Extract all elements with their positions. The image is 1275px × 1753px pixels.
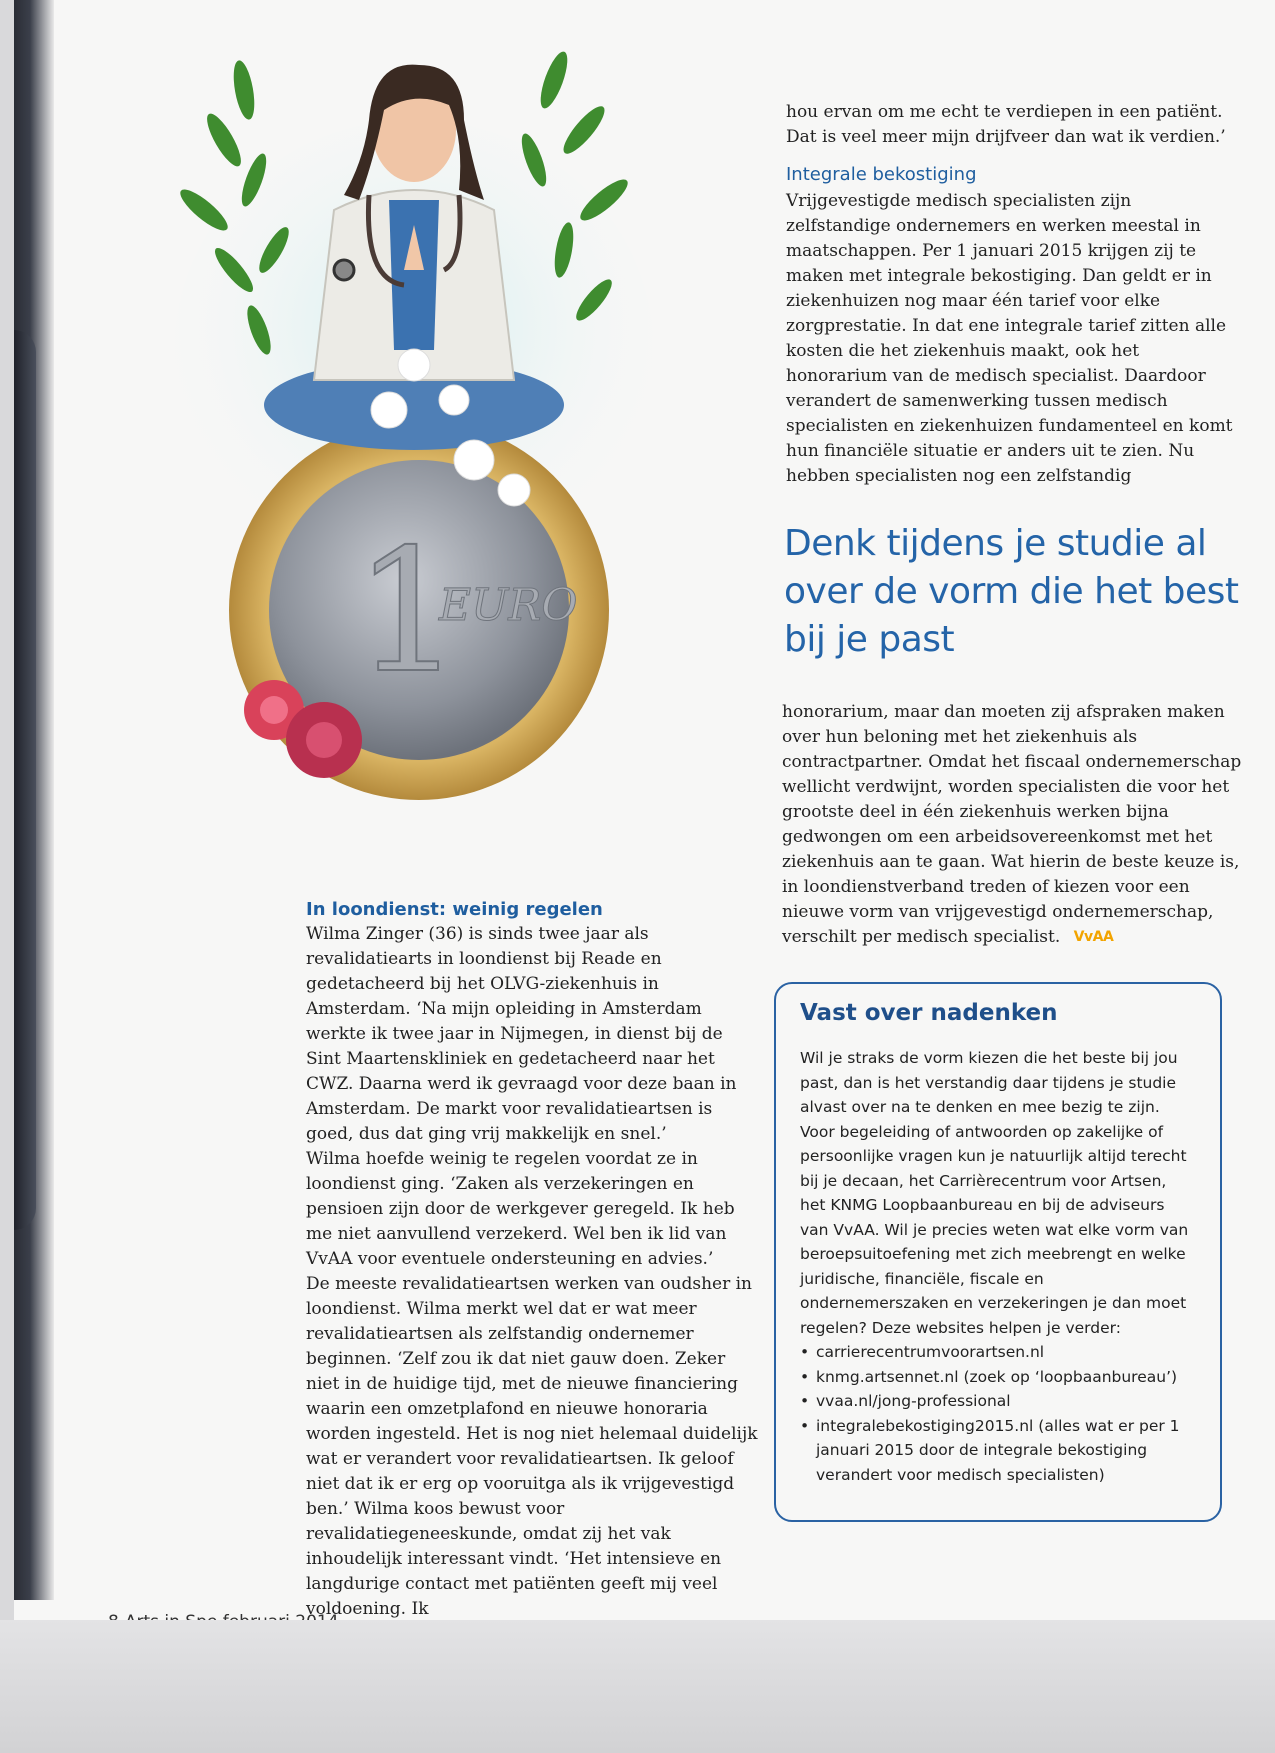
honorarium-text: honorarium, maar dan moeten zij afspraken maken over hun beloning met het ziekenhuis als contractpartner. Omdat het fiscaal ondernemerschap wellicht verdwijnt, worden specialisten die voor het grootste deel in één ziekenhuis werken bijna gedwongen om een arbeidsovereenkomst met het ziekenhuis aan te gaan. Wat hierin de beste keuze is, in loondienstverband treden of kiezen voor een nieuwe vorm van vrijgevestigd ondernemerschap, verschilt per medisch specialist. <box>782 702 1242 947</box>
magazine-page <box>14 0 1275 1620</box>
binding-spine <box>14 330 36 1230</box>
website-link-knmg[interactable]: • knmg.artsennet.nl (zoek op ‘loopbaanbureau’) <box>800 1365 1196 1390</box>
right-column-top <box>786 100 1241 489</box>
loondienst-paragraph-1: Wilma Zinger (36) is sinds twee jaar als revalidatiearts in loondienst bij Reade en gedetacheerd bij het OLVG-ziekenhuis in Amsterdam. ‘Na mijn opleiding in Amsterdam werkte ik twee jaar in Nijmegen, in dienst bij de Sint Maartenskliniek en gedetacheerd naar het CWZ. Daarna werd ik gevraagd voor deze baan in Amsterdam. De markt voor revalidatieartsen is goed, dus dat ging vrij makkelijk en snel.’ <box>306 924 737 1144</box>
website-link-integralebekostiging[interactable]: • integralebekostiging2015.nl (alles wat er per 1 januari 2015 door de integrale bekostiging verandert voor medisch specialisten) <box>800 1414 1196 1488</box>
continuation-text: hou ervan om me echt te verdiepen in een patiënt. Dat is veel meer mijn drijfveer dan wat ik verdien.’ <box>786 102 1226 147</box>
pull-quote: Denk tijdens je studie al over de vorm die het best bij je past <box>784 523 1239 660</box>
coin-value: 1 <box>354 513 463 711</box>
website-list <box>800 1340 1196 1487</box>
heading-rest-part: weinig regelen <box>446 899 603 920</box>
doctor-shirt <box>389 200 439 350</box>
loondienst-paragraph-3: De meeste revalidatieartsen werken van oudsher in loondienst. Wilma merkt wel dat er wat meer revalidatieartsen als zelfstandig ondernemer beginnen. ‘Zelf zou ik dat niet gauw doen. Zeker niet in de huidige tijd, met de nieuwe financiering waarin een omzetplafond en nieuwe honoraria worden ingesteld. Het is nog niet helemaal duidelijk wat er verandert voor revalidatieartsen. Ik geloof niet dat ik er erg op vooruitga als ik vrijgevestigd ben.’ Wilma koos bewust voor revalidatiegeneeskunde, omdat zij het vak inhoudelijk interessant vindt. ‘Het intensieve en langdurige contact met patiënten geeft mij veel voldoening. Ik <box>306 1274 758 1619</box>
left-column <box>306 899 762 1622</box>
coin-text: EURO <box>439 580 578 631</box>
info-box-title: Vast over nadenken <box>800 1000 1058 1026</box>
info-box-text: Wil je straks de vorm kiezen die het beste bij jou past, dan is het verstandig daar tijdens je studie alvast over na te denken en mee bezig te zijn. Voor begeleiding of antwoorden op zakelijke of persoonlijke vragen kun je natuurlijk altijd terecht bij je decaan, het Carrièrecentrum voor Artsen, het KNMG Loopbaanbureau en bij de adviseurs van VvAA. Wil je precies weten wat elke vorm van beroepsuitoefening met zich meebrengt en welke juridische, financiële, fiscale en ondernemerszaken en verzekeringen je dan moet regelen? Deze websites helpen je verder: <box>800 1049 1189 1337</box>
website-link-vvaa[interactable]: • vvaa.nl/jong-professional <box>800 1389 1196 1414</box>
section-heading-loondienst <box>306 899 762 920</box>
scanner-background <box>0 1620 1275 1753</box>
loondienst-paragraph-2: Wilma hoefde weinig te regelen voordat ze in loondienst ging. ‘Zaken als verzekeringen en pensioen zijn door de werkgever geregeld. Ik heb me niet aanvullend verzekerd. Wel ben ik lid van VvAA voor eventuele ondersteuning en advies.’ <box>306 1149 735 1269</box>
vvaa-logo: VvAA <box>1073 929 1114 945</box>
integrale-bekostiging-paragraph: Vrijgevestigde medisch specialisten zijn zelfstandige ondernemers en werken meestal in maatschappen. Per 1 januari 2015 krijgen zij te maken met integrale bekostiging. Dan geldt er in ziekenhuizen nog maar één tarief voor elke zorgprestatie. In dat ene integrale tarief zitten alle kosten die het ziekenhuis maakt, ook het honorarium van de medisch specialist. Daardoor verandert de samenwerking tussen medisch specialisten en ziekenhuizen fundamenteel en komt hun financiële situatie er anders uit te zien. Nu hebben specialisten nog een zelfstandig <box>786 191 1233 486</box>
right-column-middle <box>782 700 1242 950</box>
website-link-carrierecentrum[interactable]: • carrierecentrumvoorartsen.nl <box>800 1340 1196 1365</box>
info-box <box>774 982 1222 1522</box>
illustration-doctor-on-coin <box>164 20 664 820</box>
section-heading-integrale-bekostiging: Integrale bekostiging <box>786 164 977 185</box>
honorarium-paragraph <box>782 700 1242 950</box>
stethoscope-chest-icon <box>334 260 354 280</box>
heading-bold-part: In loondienst: <box>306 899 447 920</box>
